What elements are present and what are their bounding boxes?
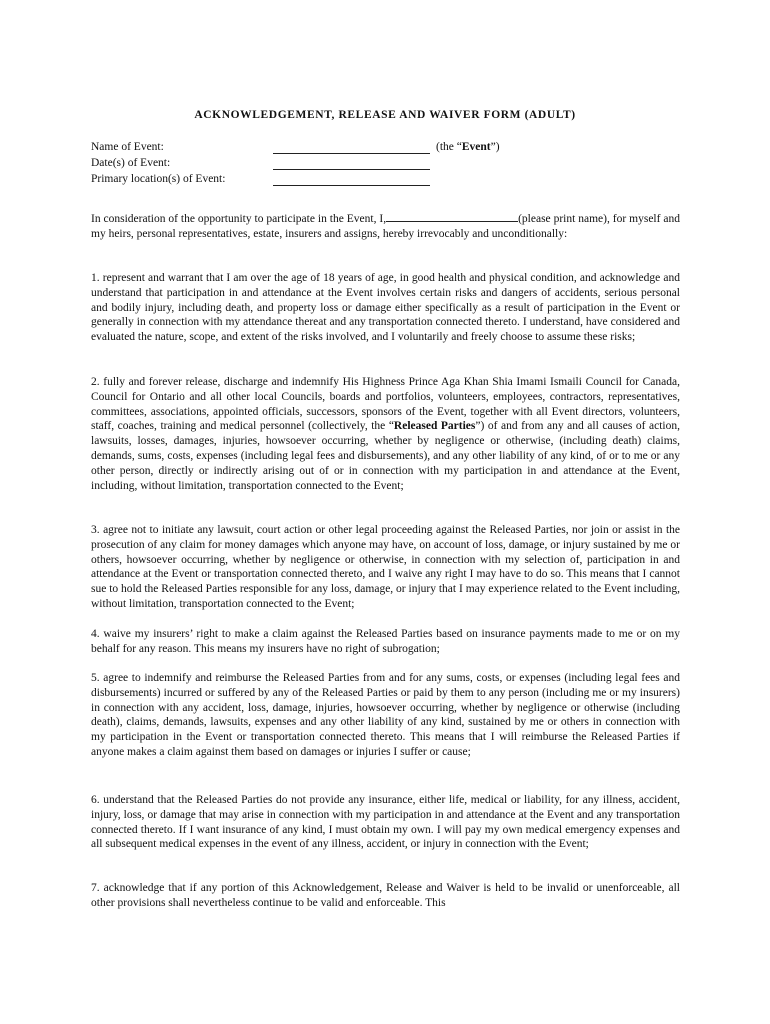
event-info-fields: [91, 139, 500, 187]
field-primary-location: [91, 171, 500, 187]
dates-of-event-blank[interactable]: [273, 157, 430, 170]
name-of-event-blank[interactable]: [273, 141, 430, 154]
clause-1-text: 1. represent and warrant that I am over the age of 18 years of age, in good health and physical condition, and acknowledge and understand that participation in and attendance at the Event involves certain risks and dangers of accidents, serious personal and bodily injury, including death, and property loss or damage either specifically as a result of participation in the Event or generally in connection with my attendance thereat and any transportation connected thereto. I understand, have considered and evaluated the nature, scope, and extent of the risks involved, and I voluntarily and freely choose to assume these risks;: [91, 272, 680, 344]
clause-7: [91, 881, 680, 911]
clause-6: [91, 793, 680, 852]
clause-3-text: 3. agree not to initiate any lawsuit, court action or other legal proceeding against the Released Parties, nor join or assist in the prosecution of any claim for money damages which anyone may have, on account of loss, damage, or injury sustained by me or others, howsoever occurring, whether by negligence or otherwise, in connection with my selection of, participation in and attendance at the Event or transportation connected thereto, and I waive any right I may have to do so. This means that I cannot sue to hold the Released Parties responsible for any loss, damage, or injury that I may experience related to the Event including, without limitation, transportation connected to the Event;: [91, 524, 680, 610]
clause-2-pre: 2. fully and forever release, discharge and indemnify His Highness Prince Aga Khan Shia Imami Ismaili Council for Canada, Council for Ontario and all other local Councils, boards and portfolios, volunteers, employees, contractors, representatives, committees, associations, appointed officials, successors, sponsors of the Event, together with all Event directors, volunteers, staff, coaches, training and medical personnel (collectively, the “: [91, 376, 680, 433]
clause-4: [91, 627, 680, 657]
clause-5: [91, 671, 680, 760]
clause-2-term: Released Parties: [393, 420, 476, 433]
intro-post: (please print name), for myself and my heirs, personal representatives, estate, insurers and assigns, hereby irrevocably and unconditionally:: [91, 213, 680, 240]
clause-6-text: 6. understand that the Released Parties do not provide any insurance, either life, medical or liability, for any illness, accident, injury, loss, or damage that may arise in connection with my participation in and attendance at the Event and any transportation connected thereto. If I want insurance of any kind, I must obtain my own. I will pay my own medical emergency expenses and all subsequent medical expenses in the event of any illness, accident, or injury in connection with the Event;: [91, 794, 680, 851]
clause-7-text: 7. acknowledge that if any portion of this Acknowledgement, Release and Waiver is held to be invalid or unenforceable, all other provisions shall nevertheless continue to be valid and enforceable. This: [91, 882, 680, 909]
field-name-of-event: [91, 139, 500, 155]
field-dates-of-event: [91, 155, 500, 171]
clause-4-text: 4. waive my insurers’ right to make a claim against the Released Parties based on insurance payments made to me or on my behalf for any reason. This means my insurers have no right of subrogation;: [91, 628, 680, 655]
field-label: Name of Event:: [91, 141, 164, 153]
event-definition-post: ”): [490, 141, 500, 153]
intro-paragraph: [91, 211, 680, 242]
clause-3: [91, 523, 680, 612]
field-label: Primary location(s) of Event:: [91, 173, 226, 185]
field-label: Date(s) of Event:: [91, 157, 171, 169]
clause-2: [91, 375, 680, 493]
primary-location-blank[interactable]: [273, 173, 430, 186]
event-definition: [436, 139, 500, 155]
clause-5-text: 5. agree to indemnify and reimburse the Released Parties from and for any sums, costs, or expenses (including legal fees and disbursements) incurred or suffered by any of the Released Parties or paid by them to any person (including me or my insurers) in connection with any accident, loss, damage, injuries, howsoever occurring, whether by negligence or otherwise (including death), claims, demands, lawsuits, expenses and any other liability of any kind, sustained by me or others in connection with my participation in the Event or transportation connected thereto. This means that I will reimburse the Released Parties if anyone makes a claim against them based on damages or injuries I suffer or cause;: [91, 672, 680, 758]
participant-name-blank[interactable]: [386, 211, 518, 222]
intro-pre: In consideration of the opportunity to participate in the Event, I,: [91, 213, 387, 225]
document-title: ACKNOWLEDGEMENT, RELEASE AND WAIVER FORM (ADULT): [194, 109, 576, 121]
event-definition-term: Event: [461, 141, 491, 153]
clause-1: [91, 271, 680, 345]
clause-2-post: ”) of and from any and all causes of action, lawsuits, losses, damages, injuries, howsoever occurring, whether by negligence or otherwise, (including death) claims, demands, sums, costs, expenses (including legal fees and disbursements), and any other liability of any kind, of or to me or any other person, directly or indirectly arising out of or in connection with my participation in and attendance at the Event, including, without limitation, transportation connected to the Event;: [91, 420, 680, 492]
event-definition-pre: (the “: [436, 141, 462, 153]
